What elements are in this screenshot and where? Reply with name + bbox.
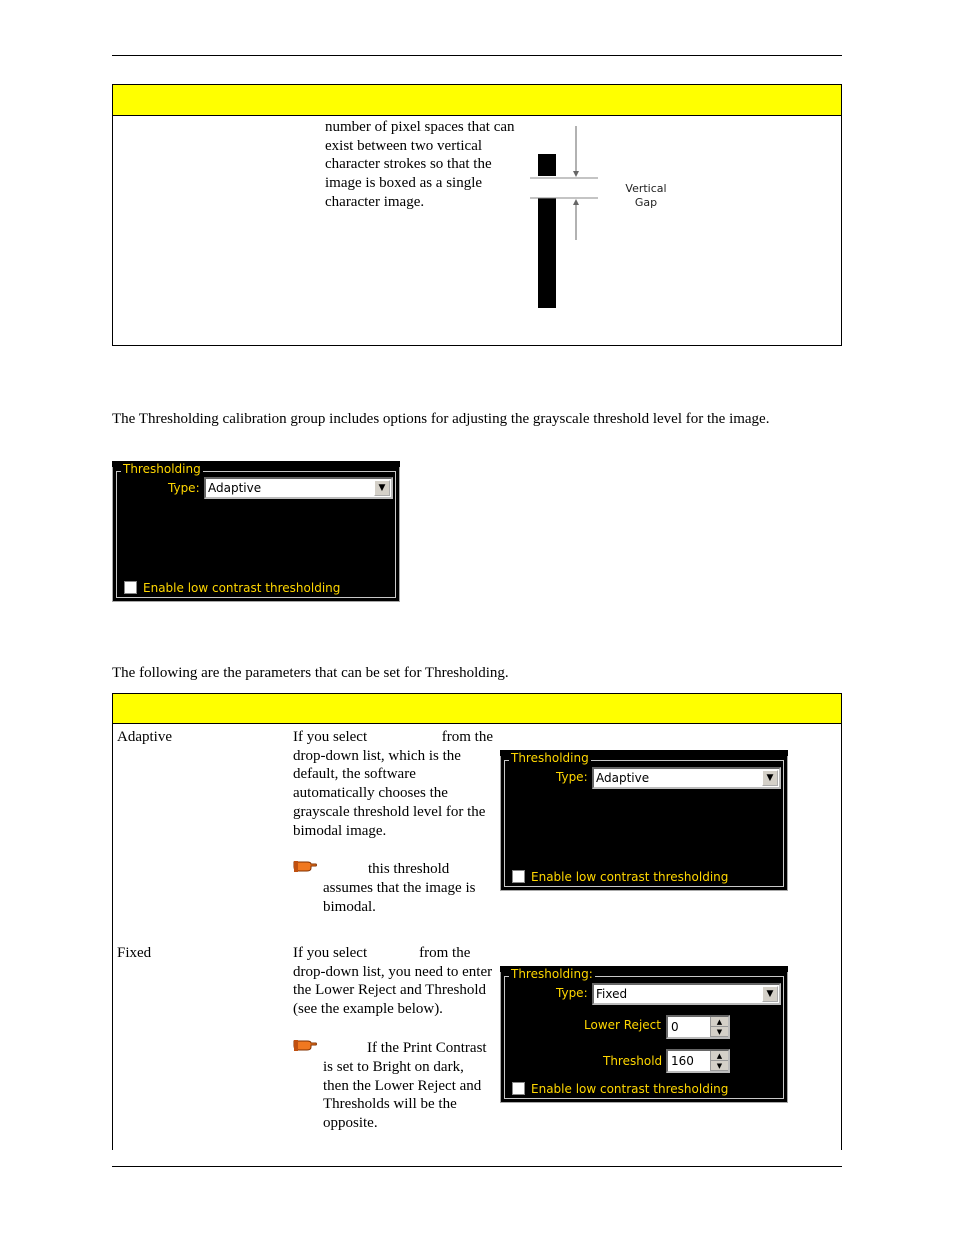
type-label: Type: [556, 986, 588, 1000]
type-value: Adaptive [596, 771, 650, 785]
hand-pointer-icon [293, 1036, 317, 1052]
parameters-table-header [112, 693, 842, 724]
param-desc-fixed: If you select from the drop-down list, you need to enter the Lower Reject and Threshold (see the example below). [293, 945, 493, 1018]
chevron-down-icon[interactable]: ▼ [374, 480, 390, 496]
low-contrast-checkbox[interactable] [124, 581, 137, 594]
threshold-stepper[interactable] [666, 1049, 730, 1073]
spin-down-icon[interactable]: ▼ [711, 1027, 728, 1037]
thresholding-intro: The Thresholding calibration group includes options for adjusting the grayscale threshold level for the image. [112, 411, 770, 427]
low-contrast-checkbox[interactable] [512, 1082, 525, 1095]
chevron-down-icon[interactable]: ▼ [762, 986, 778, 1002]
spin-down-icon[interactable]: ▼ [711, 1061, 728, 1071]
parameters-intro: The following are the parameters that can be set for Thresholding. [112, 665, 509, 681]
stroke-bottom [538, 198, 556, 308]
type-dropdown[interactable] [592, 983, 781, 1005]
type-value: Adaptive [208, 481, 262, 495]
low-contrast-label: Enable low contrast thresholding [143, 581, 341, 595]
vertical-label: Vertical [625, 182, 667, 195]
spin-up-icon[interactable]: ▲ [711, 1017, 728, 1027]
low-contrast-label: Enable low contrast thresholding [531, 870, 729, 884]
chevron-down-icon[interactable]: ▼ [762, 770, 778, 786]
lower-reject-label: Lower Reject [584, 1018, 661, 1032]
note-fixed-first: If the Print Contrast [367, 1040, 487, 1056]
lower-reject-stepper[interactable] [666, 1015, 730, 1039]
thresholding-group-title: Thresholding [511, 751, 589, 765]
threshold-label: Threshold [603, 1054, 663, 1068]
note-adaptive-first: this threshold [368, 861, 450, 877]
low-contrast-checkbox[interactable] [512, 870, 525, 883]
table-right-border [841, 723, 842, 1150]
low-contrast-label: Enable low contrast thresholding [531, 1082, 729, 1096]
thresholding-panel [112, 461, 400, 602]
type-label: Type: [556, 770, 588, 784]
gap-label: Gap [634, 196, 658, 209]
param-desc-adaptive: If you select from the drop-down list, which is the default, the software automatically chooses the grayscale threshold level for the bimodal image. [293, 729, 493, 839]
table-header-row [113, 85, 841, 116]
lower-reject-value: 0 [671, 1020, 679, 1034]
vertical-gap-figure [530, 122, 680, 312]
stroke-top [538, 154, 556, 176]
type-value: Fixed [596, 987, 628, 1001]
footer-rule [112, 1166, 842, 1167]
type-label: Type: [168, 481, 200, 495]
hand-pointer-icon [293, 857, 317, 873]
thresholding-group-title: Thresholding: [511, 967, 593, 981]
spin-up-icon[interactable]: ▲ [711, 1051, 728, 1061]
thresholding-group-title: Thresholding [123, 462, 201, 476]
type-dropdown[interactable] [204, 477, 393, 499]
note-adaptive-rest: assumes that the image is bimodal. [323, 880, 476, 915]
thresholding-panel-fixed [500, 966, 788, 1103]
threshold-value: 160 [671, 1054, 694, 1068]
header-rule [112, 55, 842, 56]
note-fixed-rest: is set to Bright on dark, then the Lower Reject and Thresholds will be the opposite. [323, 1059, 482, 1132]
thresholding-panel-adaptive [500, 750, 788, 891]
type-dropdown[interactable] [592, 767, 781, 789]
table-left-border [112, 723, 113, 1150]
param-name-adaptive: Adaptive [117, 729, 172, 745]
param-name-fixed: Fixed [117, 945, 152, 961]
vertical-gap-description: number of pixel spaces that can exist between two vertical character strokes so that the image is boxed as a single character image. [325, 119, 515, 210]
